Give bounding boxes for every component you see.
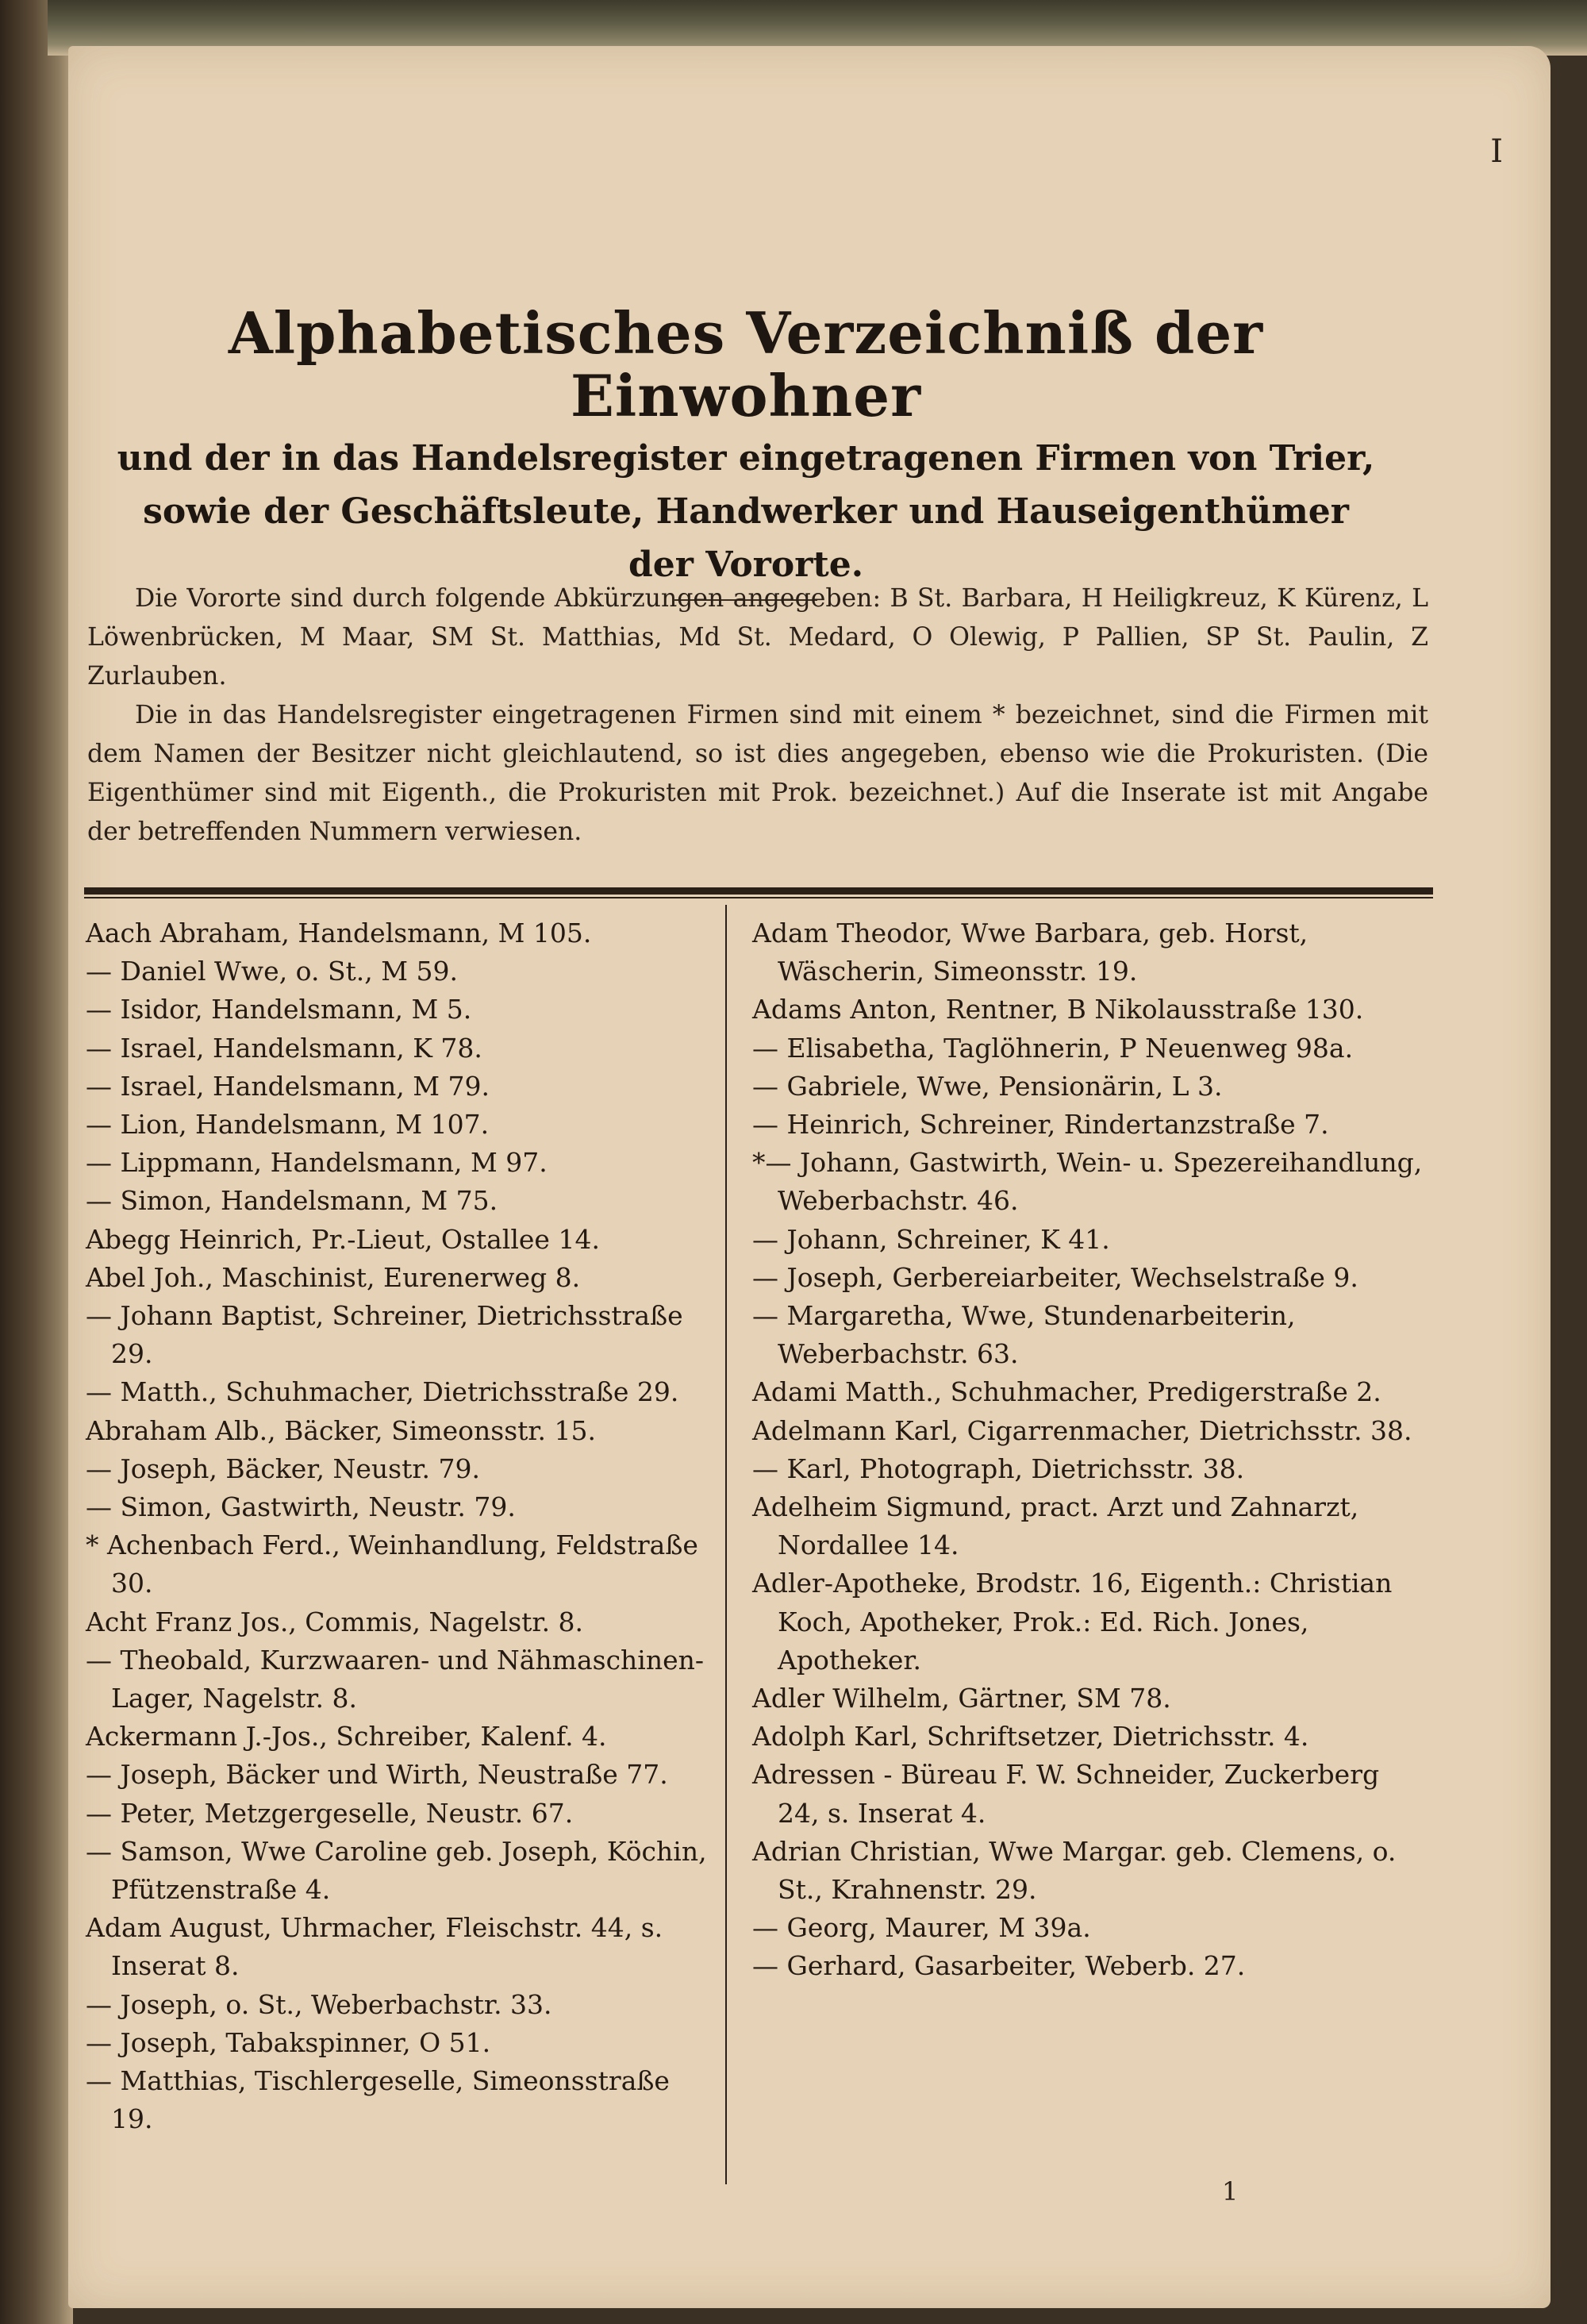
directory-entry: Adler Wilhelm, Gärtner, SM 78. xyxy=(752,1683,1171,1714)
directory-entry: — Joseph, Bäcker und Wirth, Neustraße 77. xyxy=(86,1759,668,1791)
directory-entry: — Joseph, Gerbereiarbeiter, Wechselstraße 9. xyxy=(752,1261,1358,1293)
directory-entry: Adams Anton, Rentner, B Nikolausstraße 130. xyxy=(752,994,1364,1025)
directory-entry: — Israel, Handelsmann, K 78. xyxy=(86,1032,482,1064)
directory-entry: Abegg Heinrich, Pr.-Lieut, Ostallee 14. xyxy=(86,1223,600,1255)
directory-entry: — Joseph, Tabakspinner, O 51. xyxy=(86,2026,491,2058)
directory-entry: Adressen - Büreau F. W. Schneider, Zuckerberg 24, s. Inserat 4. xyxy=(752,1759,1380,1829)
section-rule-thin xyxy=(84,897,1433,898)
directory-entry: Acht Franz Jos., Commis, Nagelstr. 8. xyxy=(86,1606,584,1637)
footer-signature: 1 xyxy=(1222,2176,1239,2207)
directory-entry: — Matth., Schuhmacher, Dietrichsstraße 29. xyxy=(86,1376,679,1408)
directory-entry: — Karl, Photograph, Dietrichsstr. 38. xyxy=(752,1452,1245,1484)
directory-entry: — Lippmann, Handelsmann, M 97. xyxy=(86,1147,548,1179)
title-subtitle-1: und der in das Handelsregister eingetragenen Firmen von Trier, xyxy=(117,438,1375,479)
directory-entry: Adrian Christian, Wwe Margar. geb. Clemens, o. St., Krahnenstr. 29. xyxy=(752,1835,1397,1906)
directory-entry: — Matthias, Tischlergeselle, Simeonsstraße 19. xyxy=(86,2065,670,2135)
intro-paragraph-abbreviations: Die Vororte sind durch folgende Abkürzungen angegeben: B St. Barbara, H Heiligkreuz, K Kürenz, L Löwenbrücken, M Maar, SM St. Matthias, Md St. Medard, O Olewig, P Pallien, SP St. Paulin, Z Zurlauben. xyxy=(87,584,1428,691)
column-divider xyxy=(725,905,727,2184)
directory-entry: *— Johann, Gastwirth, Wein- u. Spezereihandlung, Weberbachstr. 46. xyxy=(752,1147,1423,1217)
page-number: I xyxy=(1490,133,1503,170)
directory-entry: — Elisabetha, Taglöhnerin, P Neuenweg 98a. xyxy=(752,1032,1354,1064)
directory-entry: — Margaretha, Wwe, Stundenarbeiterin, Weberbachstr. 63. xyxy=(752,1300,1296,1370)
title-subtitle-2: sowie der Geschäftsleute, Handwerker und Hauseigenthümer xyxy=(143,491,1349,533)
directory-entry: Adler-Apotheke, Brodstr. 16, Eigenth.: Christian Koch, Apotheker, Prok.: Ed. Rich. Jones, Apotheker. xyxy=(752,1568,1393,1676)
directory-entry: — Joseph, Bäcker, Neustr. 79. xyxy=(86,1452,480,1484)
directory-entry: — Gabriele, Wwe, Pensionärin, L 3. xyxy=(752,1070,1223,1102)
left-column xyxy=(86,914,711,2139)
directory-entry: Aach Abraham, Handelsmann, M 105. xyxy=(86,918,592,948)
directory-entry: — Gerhard, Gasarbeiter, Weberb. 27. xyxy=(752,1950,1246,1982)
directory-entry: * Achenbach Ferd., Weinhandlung, Feldstraße 30. xyxy=(86,1529,698,1599)
directory-entry: — Johann Baptist, Schreiner, Dietrichsstraße 29. xyxy=(86,1300,683,1370)
directory-entry: Adam Theodor, Wwe Barbara, geb. Horst, Wäscherin, Simeonsstr. 19. xyxy=(752,918,1308,987)
directory-entry: — Johann, Schreiner, K 41. xyxy=(752,1223,1110,1255)
right-column xyxy=(752,914,1428,1986)
directory-entry: — Joseph, o. St., Weberbachstr. 33. xyxy=(86,1988,552,2020)
directory-entry: Adam August, Uhrmacher, Fleischstr. 44, s. Inserat 8. xyxy=(86,1912,663,1982)
directory-entry: — Theobald, Kurzwaaren- und Nähmaschinen-Lager, Nagelstr. 8. xyxy=(86,1644,705,1714)
book-binding-edge xyxy=(0,0,73,2324)
directory-entry: — Lion, Handelsmann, M 107. xyxy=(86,1109,490,1141)
title-block xyxy=(71,299,1420,601)
directory-entry: — Isidor, Handelsmann, M 5. xyxy=(86,994,472,1025)
directory-entry: — Simon, Gastwirth, Neustr. 79. xyxy=(86,1491,516,1523)
directory-entry: — Georg, Maurer, M 39a. xyxy=(752,1912,1091,1944)
intro-paragraph-registry: Die in das Handelsregister eingetragenen Firmen sind mit einem * bezeichnet, sind die Firmen mit dem Namen der Besitzer nicht gleichlautend, so ist dies angegeben, ebenso wie die Prokuristen. (Die Eigenthümer sind mit Eigenth., die Prokuristen mit Prok. bezeichnet.) Auf die Inserate ist mit Angabe der betreffenden Nummern verwiesen. xyxy=(87,701,1428,846)
directory-entry: Abel Joh., Maschinist, Eurenerweg 8. xyxy=(86,1261,581,1293)
intro-text xyxy=(87,579,1428,852)
directory-entry: Adelmann Karl, Cigarrenmacher, Dietrichsstr. 38. xyxy=(752,1414,1412,1446)
directory-entry: Adolph Karl, Schriftsetzer, Dietrichsstr. 4. xyxy=(752,1721,1309,1753)
title-subtitle-3: der Vororte. xyxy=(628,544,864,585)
directory-entry: — Heinrich, Schreiner, Rindertanzstraße 7. xyxy=(752,1109,1329,1141)
section-rule-thick xyxy=(84,887,1433,895)
directory-entry: — Simon, Handelsmann, M 75. xyxy=(86,1185,498,1217)
directory-entry: Adelheim Sigmund, pract. Arzt und Zahnarzt, Nordallee 14. xyxy=(752,1491,1359,1561)
directory-entry: — Israel, Handelsmann, M 79. xyxy=(86,1070,490,1102)
title-main: Alphabetisches Verzeichniß der Einwohner xyxy=(228,299,1264,430)
directory-entry: — Samson, Wwe Caroline geb. Joseph, Köchin, Pfützenstraße 4. xyxy=(86,1835,707,1906)
directory-entry: Abraham Alb., Bäcker, Simeonsstr. 15. xyxy=(86,1414,597,1446)
directory-entry: Ackermann J.-Jos., Schreiber, Kalenf. 4. xyxy=(86,1721,607,1753)
directory-entry: — Peter, Metzgergeselle, Neustr. 67. xyxy=(86,1797,574,1829)
directory-entry: — Daniel Wwe, o. St., M 59. xyxy=(86,956,459,987)
directory-entry: Adami Matth., Schuhmacher, Predigerstraße 2. xyxy=(752,1376,1381,1408)
